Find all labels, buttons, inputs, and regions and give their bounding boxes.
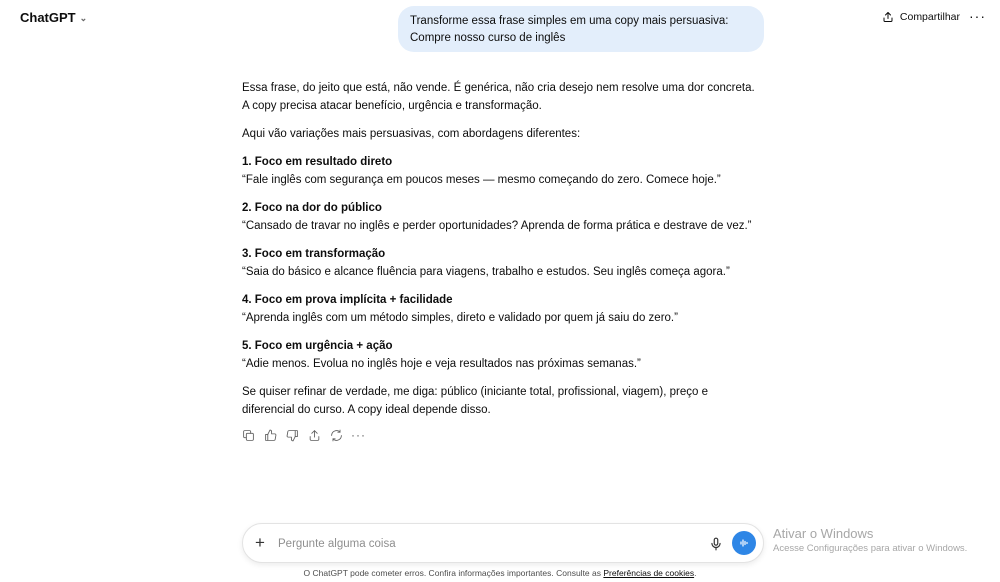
refresh-icon bbox=[330, 429, 343, 442]
regenerate-button[interactable] bbox=[330, 429, 343, 442]
watermark-subtitle: Acesse Configurações para ativar o Windows. bbox=[773, 543, 968, 554]
disclaimer-text: O ChatGPT pode cometer erros. Confira informações importantes. Consulte as bbox=[303, 568, 601, 578]
item-text: “Cansado de travar no inglês e perder oportunidades? Aprenda de forma prática e destrave de vez.” bbox=[242, 220, 752, 232]
disclaimer-end: . bbox=[694, 568, 697, 578]
dislike-button[interactable] bbox=[286, 429, 299, 442]
item-text: “Fale inglês com segurança em poucos meses — mesmo começando do zero. Comece hoje.” bbox=[242, 174, 721, 186]
message-actions bbox=[242, 429, 365, 442]
more-actions-button[interactable] bbox=[352, 429, 365, 442]
share-button[interactable] bbox=[882, 11, 960, 23]
share-icon bbox=[308, 429, 321, 442]
more-options-button[interactable] bbox=[969, 8, 986, 24]
answer-intro: Essa frase, do jeito que está, não vende. É genérica, não cria desejo nem resolve uma dor concreta. A copy precisa atacar benefício, urgência e transformação. bbox=[242, 82, 755, 112]
thumbs-down-icon bbox=[286, 429, 299, 442]
share-message-button[interactable] bbox=[308, 429, 321, 442]
app-title: ChatGPT bbox=[20, 10, 76, 25]
voice-mode-button[interactable] bbox=[732, 531, 756, 555]
item-text: “Aprenda inglês com um método simples, direto e validado por quem já saiu do zero.” bbox=[242, 312, 678, 324]
thumbs-up-icon bbox=[264, 429, 277, 442]
answer-lead: Aqui vão variações mais persuasivas, com abordagens diferentes: bbox=[242, 128, 581, 140]
more-icon: ··· bbox=[969, 8, 986, 24]
cookie-preferences-link[interactable]: Preferências de cookies bbox=[603, 568, 695, 578]
dictate-button[interactable] bbox=[709, 536, 723, 552]
assistant-message bbox=[242, 79, 762, 419]
copy-button[interactable] bbox=[242, 429, 255, 442]
watermark-title: Ativar o Windows bbox=[773, 526, 874, 541]
share-label: Compartilhar bbox=[899, 11, 960, 23]
list-item bbox=[242, 199, 762, 235]
answer-outro: Se quiser refinar de verdade, me diga: público (iniciante total, profissional, viagem), preço e diferencial do curso. A copy ideal depende disso. bbox=[242, 386, 708, 416]
model-selector[interactable] bbox=[20, 10, 87, 25]
copy-icon bbox=[242, 429, 255, 442]
list-item bbox=[242, 291, 762, 327]
list-item bbox=[242, 337, 762, 373]
item-title: 1. Foco em resultado direto bbox=[242, 156, 393, 168]
share-icon bbox=[882, 11, 894, 23]
item-title: 3. Foco em transformação bbox=[242, 248, 386, 260]
disclaimer bbox=[0, 568, 1000, 578]
item-title: 2. Foco na dor do público bbox=[242, 202, 382, 214]
item-title: 5. Foco em urgência + ação bbox=[242, 340, 393, 352]
mic-icon bbox=[709, 536, 723, 552]
more-icon: ··· bbox=[351, 428, 366, 442]
user-message: Transforme essa frase simples em uma copy mais persuasiva: Compre nosso curso de inglês bbox=[398, 6, 764, 52]
list-item bbox=[242, 245, 762, 281]
list-item bbox=[242, 153, 762, 189]
composer bbox=[242, 523, 764, 563]
like-button[interactable] bbox=[264, 429, 277, 442]
chevron-down-icon: ⌄ bbox=[79, 12, 88, 23]
item-text: “Adie menos. Evolua no inglês hoje e veja resultados nas próximas semanas.” bbox=[242, 358, 641, 370]
item-title: 4. Foco em prova implícita + facilidade bbox=[242, 294, 453, 306]
item-text: “Saia do básico e alcance fluência para viagens, trabalho e estudos. Seu inglês começa agora.” bbox=[242, 266, 730, 278]
voice-mode-icon bbox=[738, 537, 750, 549]
plus-icon[interactable]: + bbox=[255, 533, 265, 552]
prompt-input[interactable] bbox=[278, 534, 698, 554]
windows-activation-watermark bbox=[773, 526, 967, 555]
